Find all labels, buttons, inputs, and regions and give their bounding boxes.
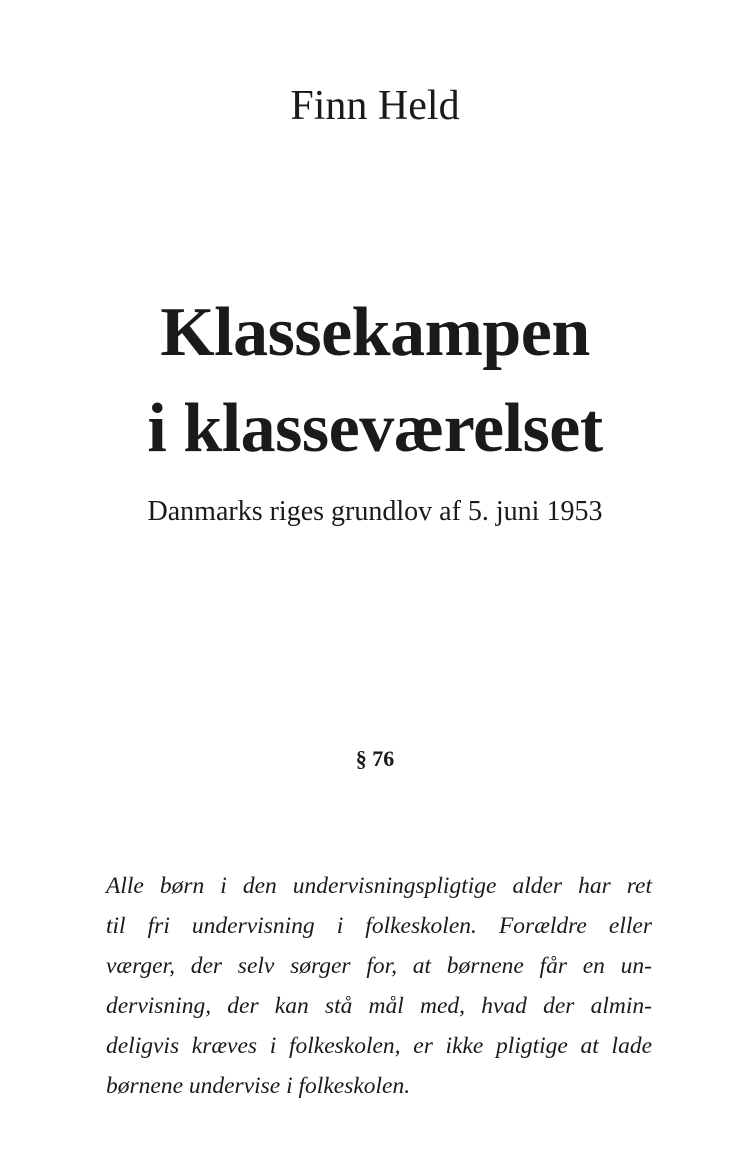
paragraph-line: deligvis kræves i folkeskolen, er ikke pligtige at lade (106, 1033, 652, 1059)
paragraph-line: værger, der selv sørger for, at børnene får en un- (106, 953, 652, 979)
section-heading: § 76 (355, 746, 395, 771)
book-title (0, 285, 750, 477)
paragraph-line: til fri undervisning i folkeskolen. Forældre eller (106, 913, 652, 939)
paragraph-line: Alle børn i den undervisningspligtige alder har ret (106, 873, 652, 899)
author-name: Finn Held (290, 83, 460, 129)
law-paragraph (106, 866, 652, 1106)
paragraph-line: dervisning, der kan stå mål med, hvad der almin- (106, 993, 652, 1019)
book-title-line-1: Klassekampen (160, 294, 590, 371)
paragraph-line: børnene undervise i folkeskolen. (106, 1073, 411, 1099)
book-title-line-2: i klasseværelset (147, 390, 603, 467)
subtitle: Danmarks riges grundlov af 5. juni 1953 (147, 496, 603, 527)
